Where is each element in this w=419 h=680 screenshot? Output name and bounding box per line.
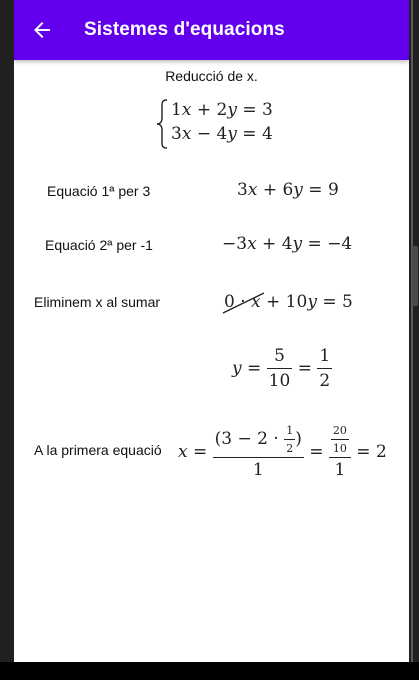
- app-bar: [14, 0, 409, 60]
- fraction-20-10: $\frac{20}{10}$: [332, 424, 347, 455]
- step-label-2: Equació 2ª per -1: [45, 237, 153, 253]
- phone-bezel-right: [409, 0, 419, 680]
- fraction-main: (3 − 2 · $\frac{1}{2}$ ) 1: [214, 424, 302, 480]
- phone-edge: [411, 0, 413, 680]
- system-row-1: 1x + 2y = 3: [171, 100, 273, 120]
- step-expr-4: y = $\frac{5}{10}$ = $\frac{1}{2}$: [232, 346, 331, 391]
- phone-side-button: [412, 246, 418, 306]
- app-screen: [14, 0, 409, 662]
- method-heading: Reducció de x.: [165, 68, 258, 84]
- equation-system: [155, 98, 295, 150]
- step-expr-5: x = (3 − 2 · $\frac{1}{2}$ ) 1 = $\frac{\frac{20}{10}}{1}$ = 2: [178, 424, 387, 480]
- fraction-1-2: $\frac{1}{2}$: [319, 346, 331, 391]
- step-label-1: Equació 1ª per 3: [47, 183, 151, 199]
- arrow-left-icon[interactable]: [30, 18, 54, 42]
- fraction-inner-1-2: $\frac{1}{2}$: [286, 424, 294, 455]
- step-expr-3: 0 · x + 10y = 5: [224, 292, 353, 312]
- system-nav-bar: [0, 662, 419, 680]
- brace-icon: [155, 98, 169, 150]
- step-expr-1: 3x + 6y = 9: [237, 180, 339, 200]
- struck-term: 0 · x: [224, 292, 261, 312]
- fraction-compound: $\frac{\frac{20}{10}}{1}$: [329, 424, 351, 480]
- step-label-3: Eliminem x al sumar: [34, 294, 161, 310]
- system-row-2: 3x − 4y = 4: [171, 124, 273, 144]
- step-label-5: A la primera equació: [34, 442, 162, 458]
- phone-bezel-left: [0, 0, 14, 680]
- step-expr-2: −3x + 4y = −4: [222, 234, 353, 254]
- fraction-5-10: $\frac{5}{10}$: [268, 346, 291, 391]
- app-title: Sistemes d'equacions: [84, 19, 285, 40]
